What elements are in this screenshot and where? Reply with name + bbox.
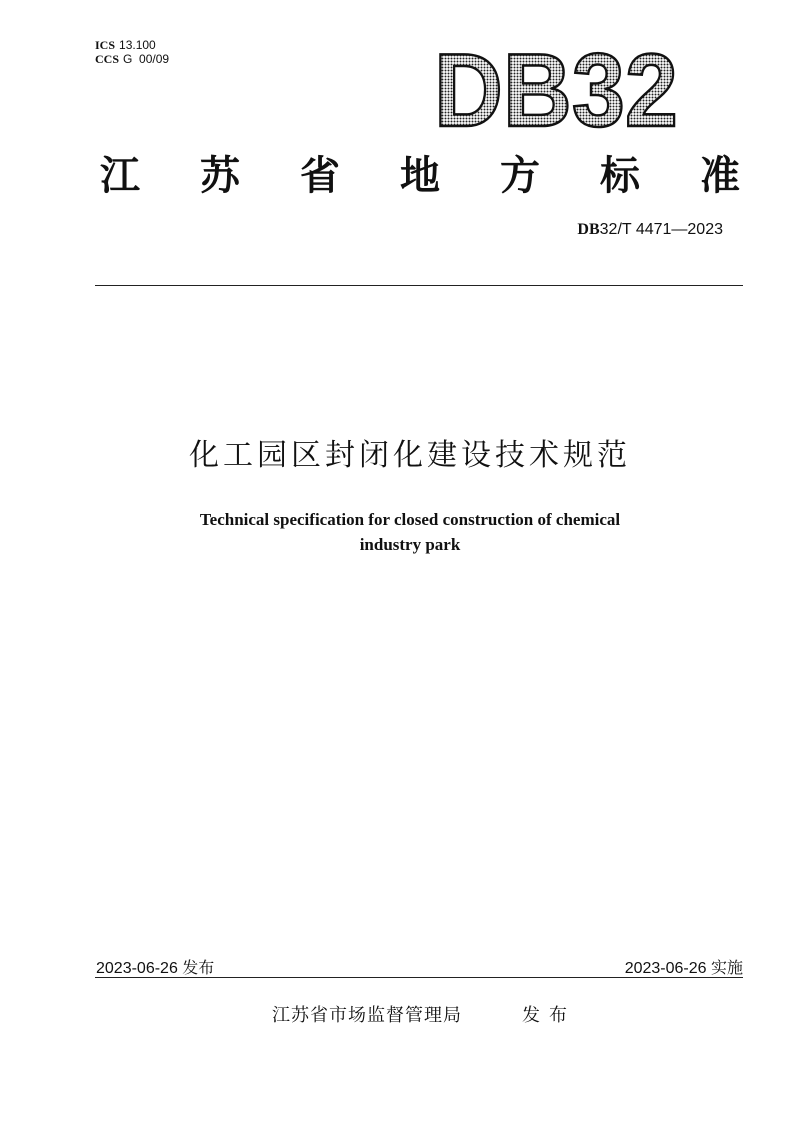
ics-value: 13.100: [119, 38, 156, 52]
standard-type-char: 苏: [200, 153, 240, 199]
ics-code: [95, 38, 169, 52]
standard-type-char: 标: [600, 153, 640, 199]
classification-codes: [95, 38, 169, 66]
ccs-label: CCS: [95, 52, 120, 66]
issue-date-value: 2023-06-26: [96, 960, 178, 977]
ics-label: ICS: [95, 38, 116, 52]
bottom-divider: [95, 977, 743, 978]
ccs-code: [95, 52, 169, 66]
ccs-value: G 00/09: [123, 52, 170, 66]
standard-number: [577, 221, 723, 239]
document-title-english: [0, 507, 800, 557]
standard-number-rest: 32/T 4471—2023: [599, 221, 723, 238]
standard-type-char: 省: [300, 153, 340, 199]
implementation-date: [625, 955, 743, 978]
standard-type-char: 地: [400, 153, 440, 199]
standard-number-prefix: DB: [577, 221, 600, 238]
issue-date: [96, 955, 214, 978]
publisher-action: 发布: [522, 1005, 576, 1026]
publisher-name: 江苏省市场监督管理局: [272, 1005, 462, 1026]
title-en-line-1: Technical specification for closed construction of chemical: [199, 510, 621, 529]
db32-logo: [432, 36, 682, 136]
standard-type-char: 方: [500, 153, 540, 199]
top-divider: [95, 285, 743, 286]
standard-type-title: [100, 150, 740, 202]
implementation-date-value: 2023-06-26: [624, 960, 707, 977]
title-en-line-2: industry park: [359, 535, 461, 554]
logo-text: DB32: [434, 36, 678, 136]
document-title-chinese: 化工园区封闭化建设技术规范: [189, 438, 631, 473]
standard-type-char: 江: [100, 153, 140, 199]
standard-type-char: 准: [700, 153, 740, 199]
issue-date-label: 发布: [182, 958, 215, 977]
implementation-date-label: 实施: [710, 958, 743, 977]
